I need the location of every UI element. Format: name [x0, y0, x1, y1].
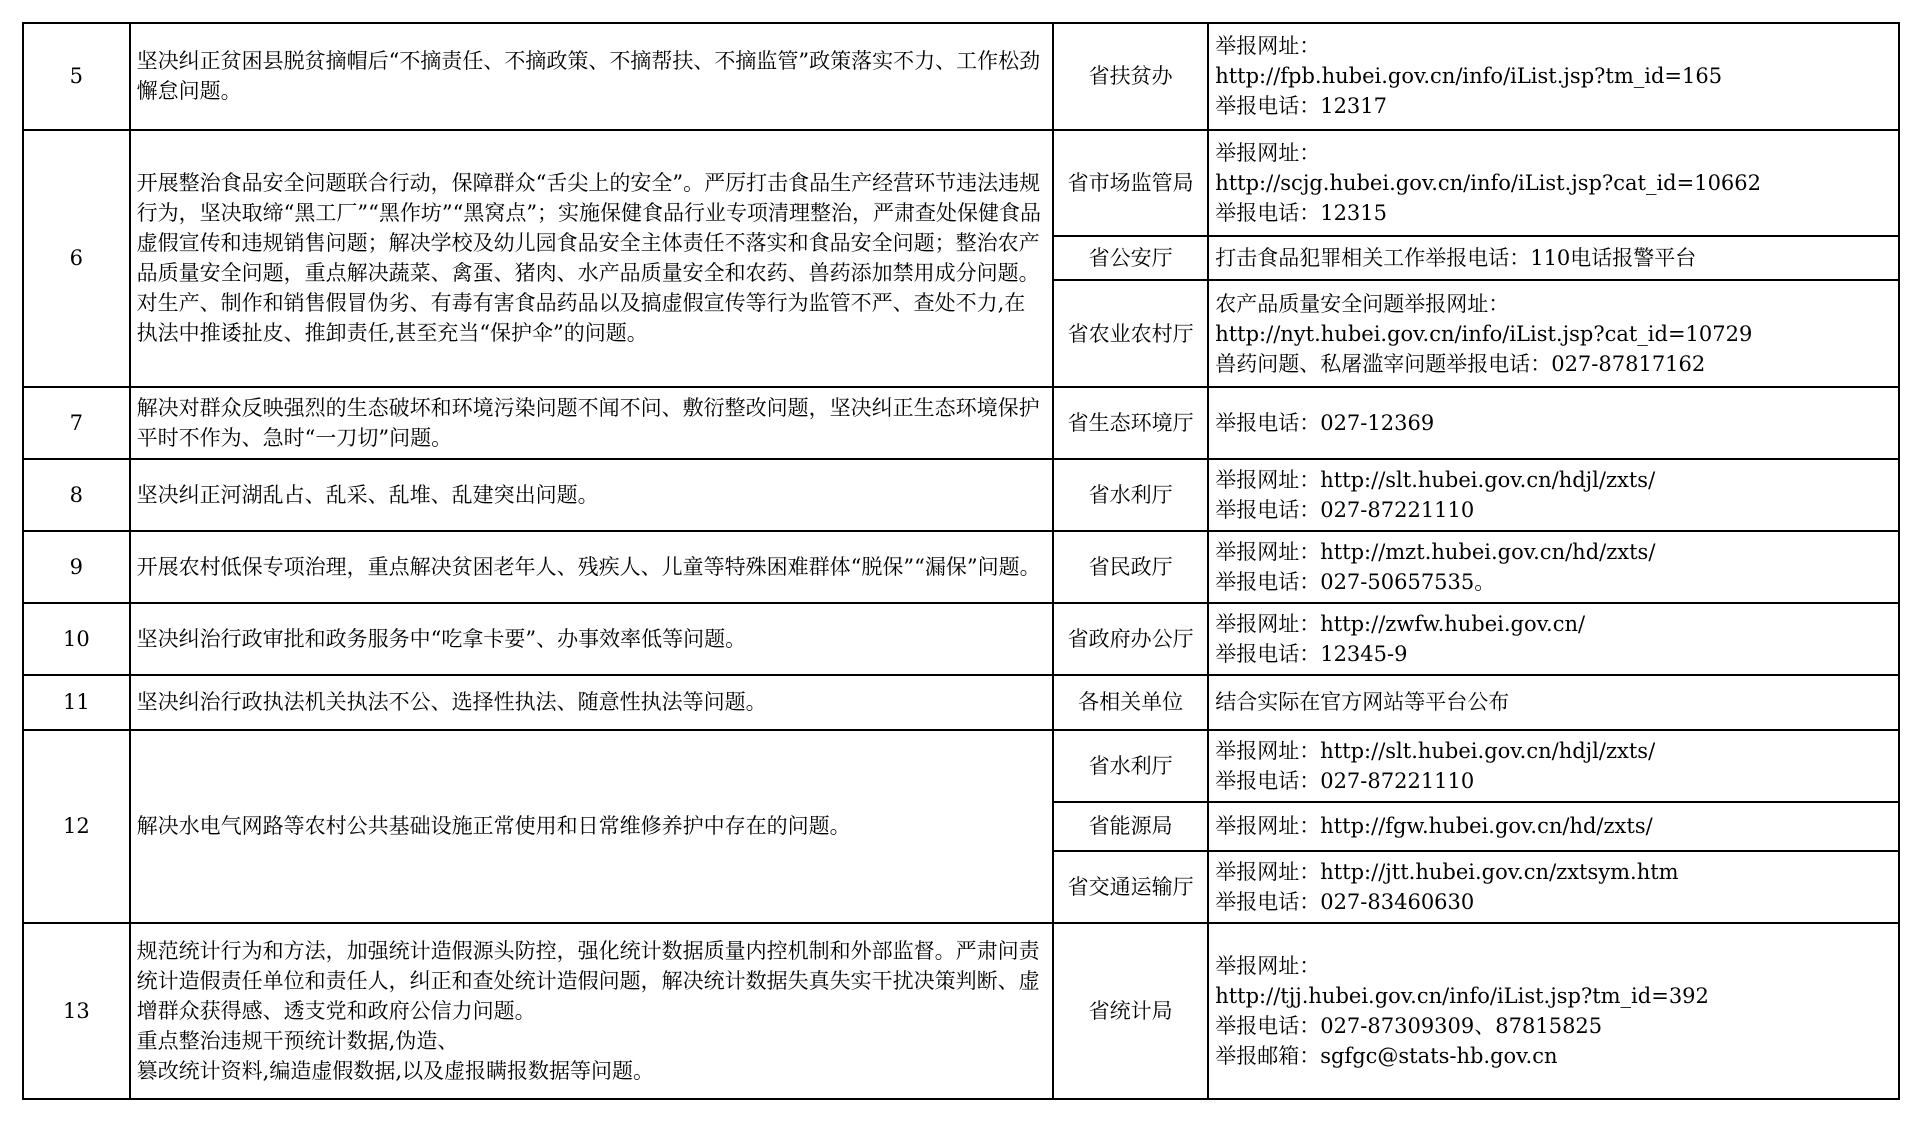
contact-line: 举报邮箱：sgfgc@stats-hb.gov.cn	[1215, 1043, 1558, 1068]
table-row	[23, 923, 1899, 1099]
department-cell: 省农业农村厅	[1053, 280, 1208, 387]
contact-line: 举报电话：027-87221110	[1215, 497, 1475, 522]
contact-line: 举报网址：	[1215, 34, 1321, 59]
issue-text: 对生产、制作和销售假冒伪劣、有毒有害食品药品以及搞虚假宣传等行为监管不严、查处不力,在执法中推诿扯皮、推卸责任,甚至充当“保护伞”的问题。	[136, 291, 1026, 346]
contact-line: 举报电话：12317	[1215, 94, 1388, 119]
row-number: 10	[23, 603, 130, 675]
department-cell: 省扶贫办	[1053, 23, 1208, 130]
contact-cell	[1208, 802, 1899, 851]
department-cell: 省交通运输厅	[1053, 851, 1208, 923]
contact-line: 举报电话：027-12369	[1215, 411, 1435, 435]
issue-text: 重点整治违规干预统计数据,伪造、	[136, 1028, 459, 1053]
department-cell: 省民政厅	[1053, 531, 1208, 603]
issue-text: 坚决纠正贫困县脱贫摘帽后“不摘责任、不摘政策、不摘帮扶、不摘监管”政策落实不力、工作松劲懈怠问题。	[136, 49, 1041, 104]
report-url-link[interactable]: http://nyt.hubei.gov.cn/info/iList.jsp?cat_id=10729	[1215, 321, 1753, 346]
contact-line: 举报网址：	[1215, 141, 1321, 165]
contact-cell	[1208, 23, 1899, 130]
contact-cell	[1208, 531, 1899, 603]
issue-text: 解决对群众反映强烈的生态破坏和环境污染问题不闻不问、敷衍整改问题，坚决纠正生态环境保护平时不作为、急时“一刀切”问题。	[136, 396, 1040, 450]
contact-cell	[1208, 603, 1899, 675]
contact-line: 举报电话：12315	[1215, 201, 1388, 225]
issue-cell	[130, 459, 1053, 531]
table-row	[23, 675, 1899, 731]
issue-text: 开展整治食品安全问题联合行动，保障群众“舌尖上的安全”。严厉打击食品生产经营环节违法违规行为，坚决取缔“黑工厂”“黑作坊”“黑窝点”；实施保健食品行业专项清理整治，严肃查处保健食品虚假宣传和违规销售问题；解决学校及幼儿园食品安全主体责任不落实和食品安全问题；整治农产品质量安全问题，重点解决蔬菜、禽蛋、猪肉、水产品质量安全和农药、兽药添加禁用成分问题。	[136, 171, 1042, 286]
contact-line: 举报网址：http://slt.hubei.gov.cn/hdjl/zxts/	[1215, 739, 1656, 764]
issue-text: 坚决纠正河湖乱占、乱采、乱堆、乱建突出问题。	[136, 482, 599, 507]
row-number: 7	[23, 387, 130, 459]
issue-cell	[130, 387, 1053, 459]
issue-cell	[130, 23, 1053, 130]
table-row	[23, 23, 1899, 130]
contact-cell	[1208, 730, 1899, 802]
department-cell: 省能源局	[1053, 802, 1208, 851]
department-cell: 省政府办公厅	[1053, 603, 1208, 675]
contact-line: 举报网址：	[1215, 953, 1321, 978]
contact-line: 举报电话：12345-9	[1215, 641, 1408, 666]
issue-cell	[130, 603, 1053, 675]
contact-line: 结合实际在官方网站等平台公布	[1215, 690, 1510, 715]
row-number: 9	[23, 531, 130, 603]
contact-line: 打击食品犯罪相关工作举报电话：110电话报警平台	[1215, 246, 1697, 271]
contact-line: 举报电话：027-87309309、87815825	[1215, 1013, 1603, 1038]
issue-text: 解决水电气网路等农村公共基础设施正常使用和日常维修养护中存在的问题。	[136, 814, 851, 839]
row-number: 8	[23, 459, 130, 531]
issue-text: 坚决纠治行政执法机关执法不公、选择性执法、随意性执法等问题。	[136, 690, 767, 715]
issue-text: 坚决纠治行政审批和政务服务中“吃拿卡要”、办事效率低等问题。	[136, 626, 747, 651]
table-row	[23, 459, 1899, 531]
issue-cell	[130, 730, 1053, 922]
contact-line: 兽药问题、私屠滥宰问题举报电话：027-87817162	[1215, 351, 1706, 376]
report-url-link[interactable]: http://fpb.hubei.gov.cn/info/iList.jsp?tm_id=165	[1215, 64, 1723, 89]
issue-cell	[130, 130, 1053, 387]
department-cell: 各相关单位	[1053, 675, 1208, 731]
row-number: 11	[23, 675, 130, 731]
issue-text: 规范统计行为和方法，加强统计造假源头防控，强化统计数据质量内控机制和外部监督。严肃问责统计造假责任单位和责任人，纠正和查处统计造假问题，解决统计数据失真失实干扰决策判断、虚增群众获得感、透支党和政府公信力问题。	[136, 938, 1040, 1023]
report-url-link[interactable]: http://tjj.hubei.gov.cn/info/iList.jsp?tm_id=392	[1215, 983, 1709, 1008]
contact-cell	[1208, 459, 1899, 531]
contact-line: 举报网址：http://slt.hubei.gov.cn/hdjl/zxts/	[1215, 467, 1656, 492]
report-table-body	[23, 23, 1899, 1099]
table-row	[23, 387, 1899, 459]
contact-cell	[1208, 280, 1899, 387]
department-cell: 省市场监管局	[1053, 130, 1208, 237]
row-number: 12	[23, 730, 130, 922]
issue-cell	[130, 675, 1053, 731]
contact-line: 举报网址：http://fgw.hubei.gov.cn/hd/zxts/	[1215, 814, 1653, 839]
contact-line: 农产品质量安全问题举报网址：	[1215, 291, 1510, 316]
contact-cell	[1208, 236, 1899, 280]
contact-line: 举报网址：http://mzt.hubei.gov.cn/hd/zxts/	[1215, 539, 1656, 564]
table-row	[23, 730, 1899, 802]
issue-cell	[130, 531, 1053, 603]
department-cell: 省水利厅	[1053, 730, 1208, 802]
contact-line: 举报电话：027-50657535。	[1215, 569, 1496, 594]
department-cell: 省水利厅	[1053, 459, 1208, 531]
contact-cell	[1208, 923, 1899, 1099]
department-cell: 省公安厅	[1053, 236, 1208, 280]
department-cell: 省生态环境厅	[1053, 387, 1208, 459]
contact-cell	[1208, 130, 1899, 237]
contact-cell	[1208, 387, 1899, 459]
contact-cell	[1208, 675, 1899, 731]
contact-cell	[1208, 851, 1899, 923]
issue-cell	[130, 923, 1053, 1099]
row-number: 5	[23, 23, 130, 130]
row-number: 6	[23, 130, 130, 387]
issue-text: 篡改统计资料,编造虚假数据,以及虚报瞒报数据等问题。	[136, 1058, 654, 1083]
report-table	[22, 22, 1900, 1100]
report-url-link[interactable]: http://scjg.hubei.gov.cn/info/iList.jsp?cat_id=10662	[1215, 171, 1762, 195]
contact-line: 举报网址：http://zwfw.hubei.gov.cn/	[1215, 611, 1586, 636]
table-row	[23, 531, 1899, 603]
contact-line: 举报电话：027-87221110	[1215, 769, 1475, 794]
table-row	[23, 603, 1899, 675]
issue-text: 开展农村低保专项治理，重点解决贫困老年人、残疾人、儿童等特殊困难群体“脱保”“漏保”问题。	[136, 554, 1041, 579]
contact-line: 举报电话：027-83460630	[1215, 889, 1475, 914]
row-number: 13	[23, 923, 130, 1099]
contact-line: 举报网址：http://jtt.hubei.gov.cn/zxtsym.htm	[1215, 859, 1679, 884]
department-cell: 省统计局	[1053, 923, 1208, 1099]
table-row	[23, 130, 1899, 237]
